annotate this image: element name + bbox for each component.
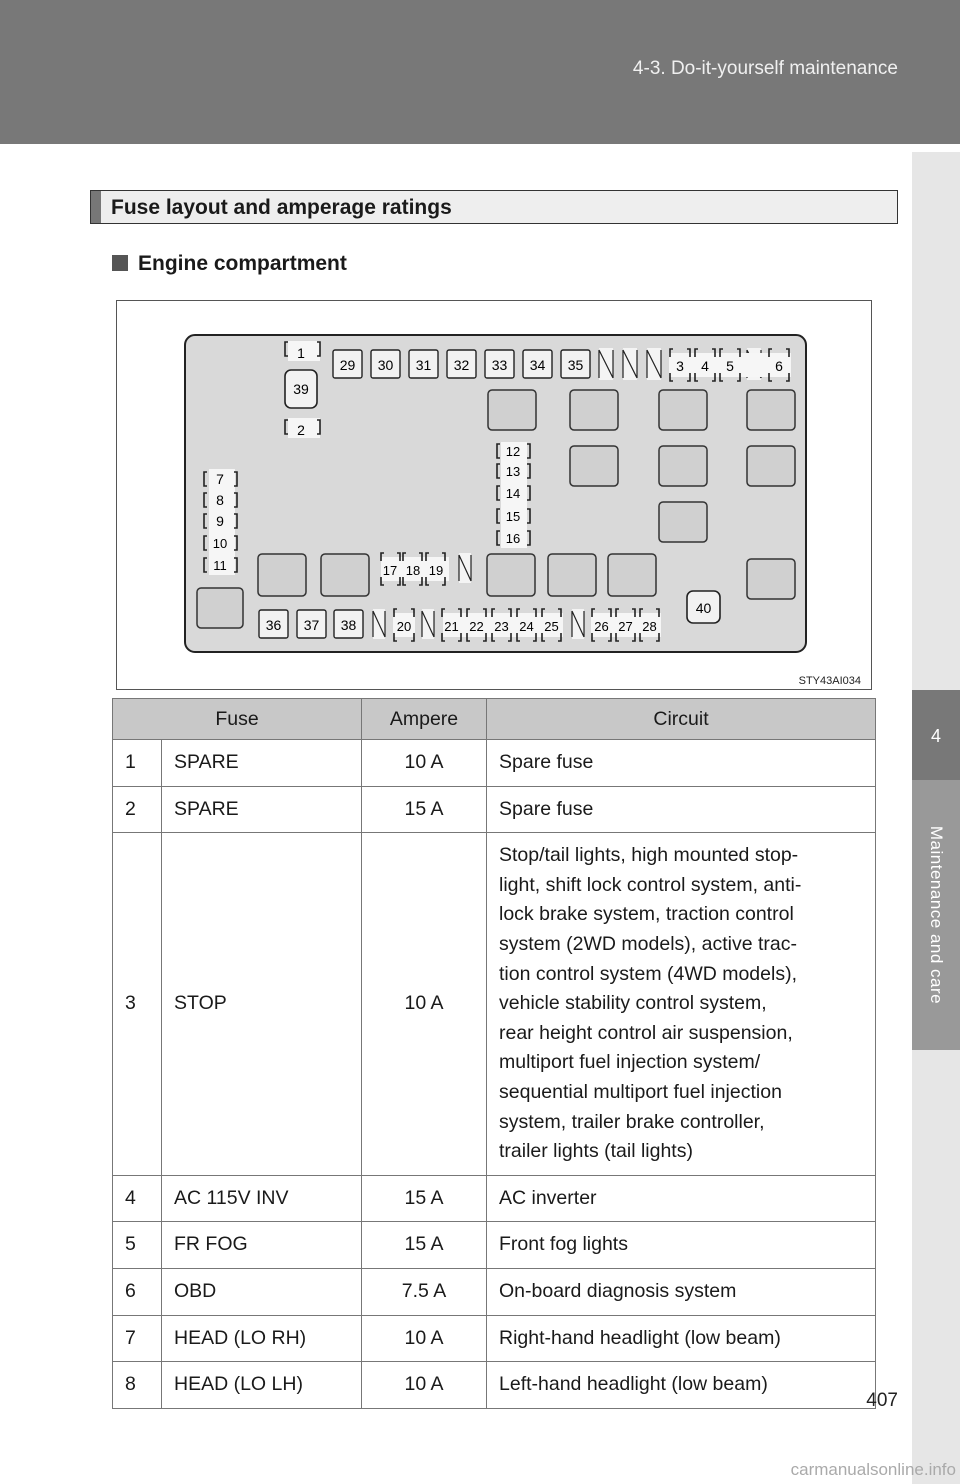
row-number: 6 (113, 1268, 162, 1315)
fuse-label: 38 (340, 617, 357, 633)
fuse-label: 20 (396, 619, 412, 634)
relay-block (608, 554, 656, 596)
chapter-label: Maintenance and care (927, 825, 946, 1005)
table-row (113, 1362, 876, 1409)
fuse-name: STOP (162, 833, 362, 1176)
fuse-name: OBD (162, 1268, 362, 1315)
circuit-description: Front fog lights (487, 1222, 876, 1269)
relay-block (321, 554, 369, 596)
fuse-label: 8 (216, 492, 224, 508)
relay-block (659, 502, 707, 542)
circuit-line: light, shift lock control system, anti- (499, 873, 802, 896)
fuse-label: 4 (701, 358, 709, 374)
fuse-label: 5 (726, 358, 734, 374)
fuse-label: 10 (212, 536, 228, 551)
fuse-label: 28 (642, 619, 657, 634)
fuse-label: 11 (213, 558, 227, 573)
circuit-line: multiport fuel injection system/ (499, 1051, 761, 1074)
fuse-label: 30 (377, 357, 394, 373)
fuse-label: 33 (491, 357, 508, 373)
bottom-squared-fuses (259, 610, 363, 638)
fuse-label: 34 (529, 357, 546, 373)
ampere-value: 10 A (362, 1362, 487, 1409)
relay-block (487, 554, 535, 596)
fuse-label: 39 (293, 381, 309, 397)
circuit-description: On-board diagnosis system (487, 1268, 876, 1315)
circuit-line: vehicle stability control system, (499, 992, 767, 1015)
fuse-name: SPARE (162, 786, 362, 833)
ampere-value: 10 A (362, 740, 487, 787)
circuit-description (487, 833, 876, 1176)
table-row (113, 740, 876, 787)
fuse-name: FR FOG (162, 1222, 362, 1269)
fuse-name: HEAD (LO RH) (162, 1315, 362, 1362)
sub-heading (112, 252, 347, 276)
ampere-value: 10 A (362, 833, 487, 1176)
circuit-description: Spare fuse (487, 740, 876, 787)
fuse-label: 37 (303, 617, 320, 633)
fuse-label: 32 (453, 357, 470, 373)
title-accent (91, 191, 101, 223)
relay-block (488, 390, 536, 430)
fuse-label: 36 (265, 617, 282, 633)
column-header-fuse: Fuse (113, 699, 362, 740)
row-number: 3 (113, 833, 162, 1176)
table-row (113, 1315, 876, 1362)
bracket-fuses-12-16 (497, 442, 530, 548)
relay-block (548, 554, 596, 596)
row-number: 2 (113, 786, 162, 833)
chapter-number: 4 (930, 726, 941, 746)
relay-block (197, 588, 243, 628)
header-band (0, 0, 960, 144)
fuse-label: 17 (382, 563, 398, 578)
top-fuse-row (333, 350, 590, 378)
section-title: 4-3. Do-it-yourself maintenance (632, 58, 898, 79)
chapter-tab[interactable] (912, 690, 960, 782)
fuse-label: 27 (618, 619, 633, 634)
table-row (113, 1268, 876, 1315)
fuse-label: 21 (444, 619, 459, 634)
fuse-label: 6 (775, 358, 783, 374)
circuit-line: trailer lights (tail lights) (499, 1140, 693, 1163)
figure-code: STY43AI034 (798, 675, 861, 687)
fuse-label: 31 (415, 357, 432, 373)
ampere-value: 15 A (362, 1222, 487, 1269)
fuse-name: HEAD (LO LH) (162, 1362, 362, 1409)
page-title: Fuse layout and amperage ratings (111, 196, 452, 219)
row-number: 4 (113, 1175, 162, 1222)
fuse-name: AC 115V INV (162, 1175, 362, 1222)
ampere-value: 15 A (362, 786, 487, 833)
relay-block (659, 446, 707, 486)
table-row (113, 833, 876, 1176)
fuse-label: 19 (428, 563, 444, 578)
circuit-description: Spare fuse (487, 786, 876, 833)
ampere-value: 10 A (362, 1315, 487, 1362)
bracket-fuses-3-6 (669, 349, 791, 381)
table-row (113, 1222, 876, 1269)
fuse-label: 3 (676, 358, 684, 374)
fuse-label: 14 (505, 486, 521, 501)
fuse-box-diagram (116, 300, 872, 690)
ampere-value: 7.5 A (362, 1268, 487, 1315)
page-number: 407 (866, 1390, 898, 1411)
chapter-label-tab[interactable] (912, 780, 960, 1050)
fuse-box-svg (117, 301, 873, 691)
circuit-line: Stop/tail lights, high mounted stop- (499, 844, 799, 867)
fuse-label: 26 (594, 619, 609, 634)
fuse-label: 2 (297, 422, 305, 438)
relay-block (747, 559, 795, 599)
ampere-value: 15 A (362, 1175, 487, 1222)
header-separator (0, 144, 960, 150)
section-title-box (90, 190, 898, 224)
table-row (113, 1175, 876, 1222)
table-header-row (113, 699, 876, 740)
fuse-label: 22 (469, 619, 484, 634)
sub-heading-text: Engine compartment (138, 252, 347, 275)
circuit-description: Left-hand headlight (low beam) (487, 1362, 876, 1409)
circuit-line: sequential multiport fuel injection (499, 1080, 782, 1103)
column-header-ampere: Ampere (362, 699, 487, 740)
fuse-label: 25 (544, 619, 559, 634)
circuit-line: system (2WD models), active trac- (499, 932, 797, 955)
circuit-description: Right-hand headlight (low beam) (487, 1315, 876, 1362)
row-number: 7 (113, 1315, 162, 1362)
circuit-description: AC inverter (487, 1175, 876, 1222)
fuse-label: 18 (405, 563, 421, 578)
relay-block (747, 390, 795, 430)
fuse-label: 13 (505, 464, 521, 479)
watermark[interactable]: carmanualsonline.info (790, 1460, 956, 1479)
row-number: 1 (113, 740, 162, 787)
fuse-label: 23 (494, 619, 509, 634)
row-number: 8 (113, 1362, 162, 1409)
square-bullet-icon (112, 255, 128, 271)
fuse-label: 35 (567, 357, 584, 373)
relay-block (747, 446, 795, 486)
relay-block (570, 390, 618, 430)
row-number: 5 (113, 1222, 162, 1269)
relay-block (659, 390, 707, 430)
circuit-line: lock brake system, traction control (499, 903, 794, 926)
circuit-line: rear height control air suspension, (499, 1021, 793, 1044)
fuse-label: 7 (216, 471, 224, 487)
fuse-label: 15 (505, 509, 521, 524)
fuse-label: 1 (297, 345, 305, 361)
circuit-line: tion control system (4WD models), (499, 962, 797, 985)
column-header-circuit: Circuit (487, 699, 876, 740)
fuse-label: 40 (695, 600, 712, 616)
fuse-name: SPARE (162, 740, 362, 787)
fuse-label: 29 (339, 357, 356, 373)
relay-block (570, 446, 618, 486)
fuse-label: 12 (505, 444, 521, 459)
fuse-label: 9 (216, 513, 224, 529)
relay-block (258, 554, 306, 596)
table-row (113, 786, 876, 833)
fuse-table (112, 698, 876, 1409)
circuit-line: system, trailer brake controller, (499, 1110, 765, 1133)
fuse-label: 16 (505, 531, 521, 546)
fuse-label: 24 (519, 619, 534, 634)
